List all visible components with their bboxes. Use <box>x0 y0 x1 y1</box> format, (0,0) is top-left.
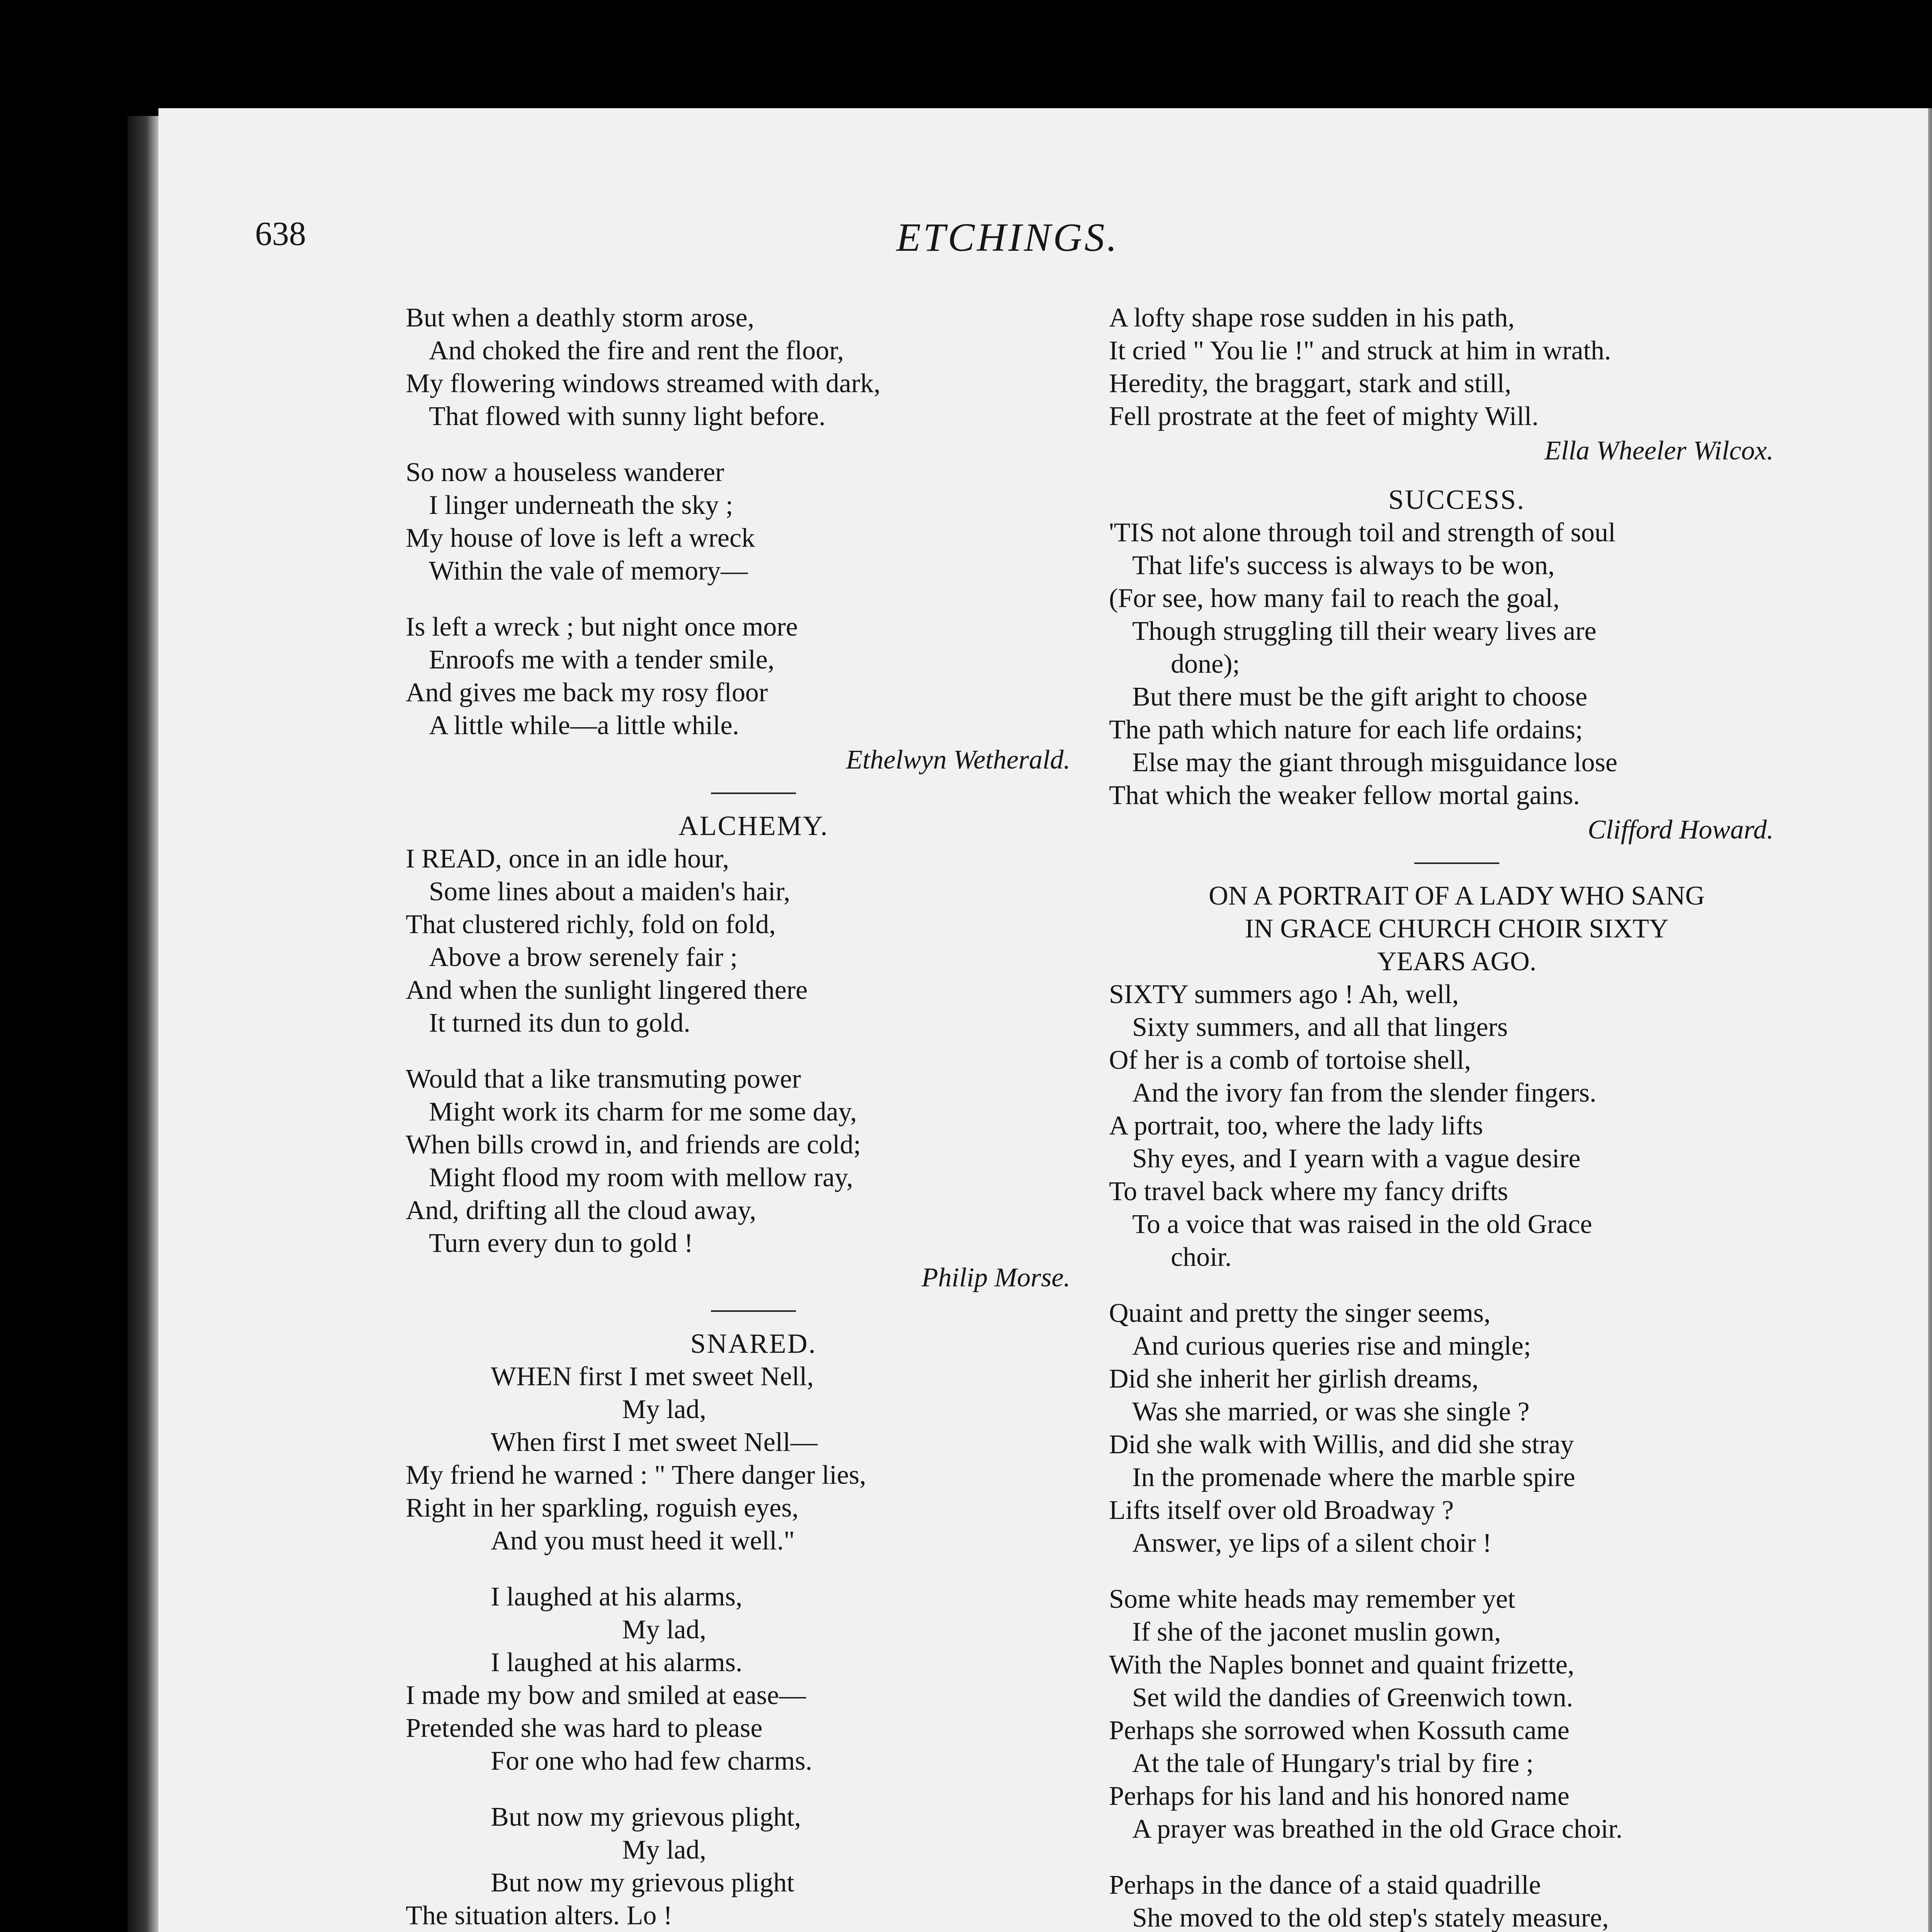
poem-line: Heredity, the braggart, stark and still, <box>1109 369 1512 398</box>
poem-line: Might flood my room with mellow ray, <box>429 1163 853 1192</box>
poem-line: That life's success is always to be won, <box>1132 551 1555 580</box>
page-header <box>0 214 1932 261</box>
poem-line: Quaint and pretty the singer seems, <box>1109 1298 1491 1328</box>
poem-line: Enroofs me with a tender smile, <box>429 645 775 675</box>
poem-line: In the promenade where the marble spire <box>1132 1463 1575 1492</box>
poem-title: ALCHEMY. <box>678 810 829 841</box>
poem-line: My friend he warned : " There danger lies, <box>406 1460 866 1490</box>
left-column <box>406 301 1101 1932</box>
poem-line: The path which nature for each life ordains; <box>1109 715 1583 745</box>
poem-storm <box>406 301 1101 776</box>
poem-line: But there must be the gift aright to choose <box>1132 682 1588 712</box>
poem-line: That which the weaker fellow mortal gains. <box>1109 781 1580 810</box>
poem-line: choir. <box>1171 1242 1232 1272</box>
poem-line: A portrait, too, where the lady lifts <box>1109 1111 1483 1141</box>
poem-line: Shy eyes, and I yearn with a vague desire <box>1132 1144 1581 1173</box>
poem-line: And when the sunlight lingered there <box>406 975 808 1005</box>
right-column <box>1109 301 1804 1932</box>
section-divider <box>711 1310 796 1312</box>
poem-title-line: ON A PORTRAIT OF A LADY WHO SANG <box>1209 881 1705 911</box>
stanza <box>406 301 1101 433</box>
poem-line: Set wild the dandies of Greenwich town. <box>1132 1683 1573 1713</box>
poem-line: So now a houseless wanderer <box>406 457 724 487</box>
stanza <box>406 1580 1101 1777</box>
poem-line: If she of the jaconet muslin gown, <box>1132 1617 1501 1647</box>
poem-line: Some white heads may remember yet <box>1109 1584 1515 1614</box>
poem-line: To travel back where my fancy drifts <box>1109 1177 1509 1206</box>
poem-line: Of her is a comb of tortoise shell, <box>1109 1045 1471 1075</box>
poem-line: That flowed with sunny light before. <box>429 401 826 431</box>
stanza <box>406 1801 1101 1932</box>
stanza <box>1109 978 1804 1274</box>
poem-line: Did she walk with Willis, and did she stray <box>1109 1430 1574 1459</box>
poem-line: I laughed at his alarms, <box>491 1582 743 1612</box>
poem-line: Turn every dun to gold ! <box>429 1228 693 1258</box>
poem-author: Clifford Howard. <box>1587 815 1774 845</box>
poem-line: Is left a wreck ; but night once more <box>406 612 798 642</box>
poem-author: Ella Wheeler Wilcox. <box>1544 436 1774 466</box>
poem-line: I laughed at his alarms. <box>491 1648 743 1677</box>
stanza <box>1109 1583 1804 1845</box>
poem-line: Did she inherit her girlish dreams, <box>1109 1364 1479 1394</box>
poem-line: When bills crowd in, and friends are cold; <box>406 1130 861 1160</box>
poem-line: Pretended she was hard to please <box>406 1713 763 1743</box>
poem-line: Within the vale of memory— <box>429 556 748 586</box>
poem-line: Else may the giant through misguidance lose <box>1132 748 1617 777</box>
poem-line: Might work its charm for me some day, <box>429 1097 857 1127</box>
poem-line: The situation alters. Lo ! <box>406 1901 673 1930</box>
poem-line: My house of love is left a wreck <box>406 523 755 553</box>
poem-line: It cried " You lie !" and struck at him in wrath. <box>1109 336 1611 366</box>
poem-title: SNARED. <box>690 1328 817 1359</box>
poem-line: Fell prostrate at the feet of mighty Will. <box>1109 401 1539 431</box>
stanza <box>1109 1297 1804 1560</box>
poem-line: My lad, <box>622 1835 706 1865</box>
poem-line: At the tale of Hungary's trial by fire ; <box>1132 1748 1534 1778</box>
poem-line: SIXTY summers ago ! Ah, well, <box>1109 980 1459 1009</box>
poem-line: Perhaps for his land and his honored name <box>1109 1781 1570 1811</box>
poem-line: But now my grievous plight, <box>491 1802 801 1832</box>
poem-line: Perhaps in the dance of a staid quadrille <box>1109 1870 1541 1900</box>
poem-title: SUCCESS. <box>1388 484 1526 515</box>
running-title: ETCHINGS. <box>896 215 1119 260</box>
stanza <box>406 842 1101 1039</box>
stanza <box>406 1063 1101 1260</box>
page-number: 638 <box>255 215 306 253</box>
poem-author: Ethelwyn Wetherald. <box>846 745 1070 775</box>
poem-line: WHEN first I met sweet Nell, <box>491 1362 814 1391</box>
section-divider <box>1414 862 1499 864</box>
poem-line: My flowering windows streamed with dark, <box>406 369 881 398</box>
page-left-edge <box>128 116 158 1932</box>
stanza <box>406 456 1101 587</box>
poem-line: When first I met sweet Nell— <box>491 1427 818 1457</box>
poem-line: But when a deathly storm arose, <box>406 303 755 333</box>
poem-line: I linger underneath the sky ; <box>429 490 733 520</box>
poem-line: Above a brow serenely fair ; <box>429 942 738 972</box>
stanza <box>406 611 1101 742</box>
poem-line: Some lines about a maiden's hair, <box>429 877 791 906</box>
poem-line: That clustered richly, fold on fold, <box>406 910 776 939</box>
stanza <box>1109 1869 1804 1932</box>
poem-line: Though struggling till their weary lives are <box>1132 616 1597 646</box>
poem-line: Would that a like transmuting power <box>406 1064 801 1094</box>
poem-success <box>1109 483 1804 846</box>
poem-line: Was she married, or was she single ? <box>1132 1397 1530 1427</box>
poem-line: I READ, once in an idle hour, <box>406 844 729 874</box>
poem-line: She moved to the old step's stately measure, <box>1132 1903 1609 1932</box>
poem-line: Answer, ye lips of a silent choir ! <box>1132 1528 1492 1558</box>
poem-line: And the ivory fan from the slender fingers. <box>1132 1078 1597 1108</box>
poem-line: With the Naples bonnet and quaint frizette, <box>1109 1650 1575 1680</box>
poem-line: A prayer was breathed in the old Grace choir. <box>1132 1814 1623 1844</box>
poem-snared <box>406 1327 1101 1932</box>
stanza <box>406 1360 1101 1557</box>
poem-line: To a voice that was raised in the old Grace <box>1132 1209 1592 1239</box>
poem-line: 'TIS not alone through toil and strength of soul <box>1109 518 1616 548</box>
poem-line: And you must heed it well." <box>491 1526 795 1556</box>
poem-portrait <box>1109 879 1804 1932</box>
poem-line: And curious queries rise and mingle; <box>1132 1331 1531 1361</box>
page-binding-shadow <box>1928 108 1932 1932</box>
poem-line: It turned its dun to gold. <box>429 1008 690 1038</box>
poem-line: Sixty summers, and all that lingers <box>1132 1012 1508 1042</box>
poem-line: A little while—a little while. <box>429 711 739 740</box>
poem-alchemy <box>406 810 1101 1294</box>
poem-line: I made my bow and smiled at ease— <box>406 1680 806 1710</box>
poem-title-line: YEARS AGO. <box>1377 947 1537 976</box>
poem-braggart-continued <box>1109 301 1804 467</box>
poem-title-line: IN GRACE CHURCH CHOIR SIXTY <box>1245 914 1669 944</box>
poem-line: Right in her sparkling, roguish eyes, <box>406 1493 799 1523</box>
poem-line: And choked the fire and rent the floor, <box>429 336 844 366</box>
poem-line: Perhaps she sorrowed when Kossuth came <box>1109 1716 1570 1745</box>
poem-line: My lad, <box>622 1395 706 1424</box>
poem-line: For one who had few charms. <box>491 1746 813 1776</box>
poem-line: And gives me back my rosy floor <box>406 678 768 707</box>
poem-line: And, drifting all the cloud away, <box>406 1196 757 1225</box>
poem-line: But now my grievous plight <box>491 1868 794 1898</box>
poem-line: My lad, <box>622 1615 706 1645</box>
poem-line: Lifts itself over old Broadway ? <box>1109 1495 1454 1525</box>
poem-line: A lofty shape rose sudden in his path, <box>1109 303 1515 333</box>
section-divider <box>711 793 796 794</box>
poem-line: done); <box>1171 649 1240 679</box>
poem-author: Philip Morse. <box>922 1263 1070 1293</box>
poem-line: (For see, how many fail to reach the goal, <box>1109 583 1560 613</box>
